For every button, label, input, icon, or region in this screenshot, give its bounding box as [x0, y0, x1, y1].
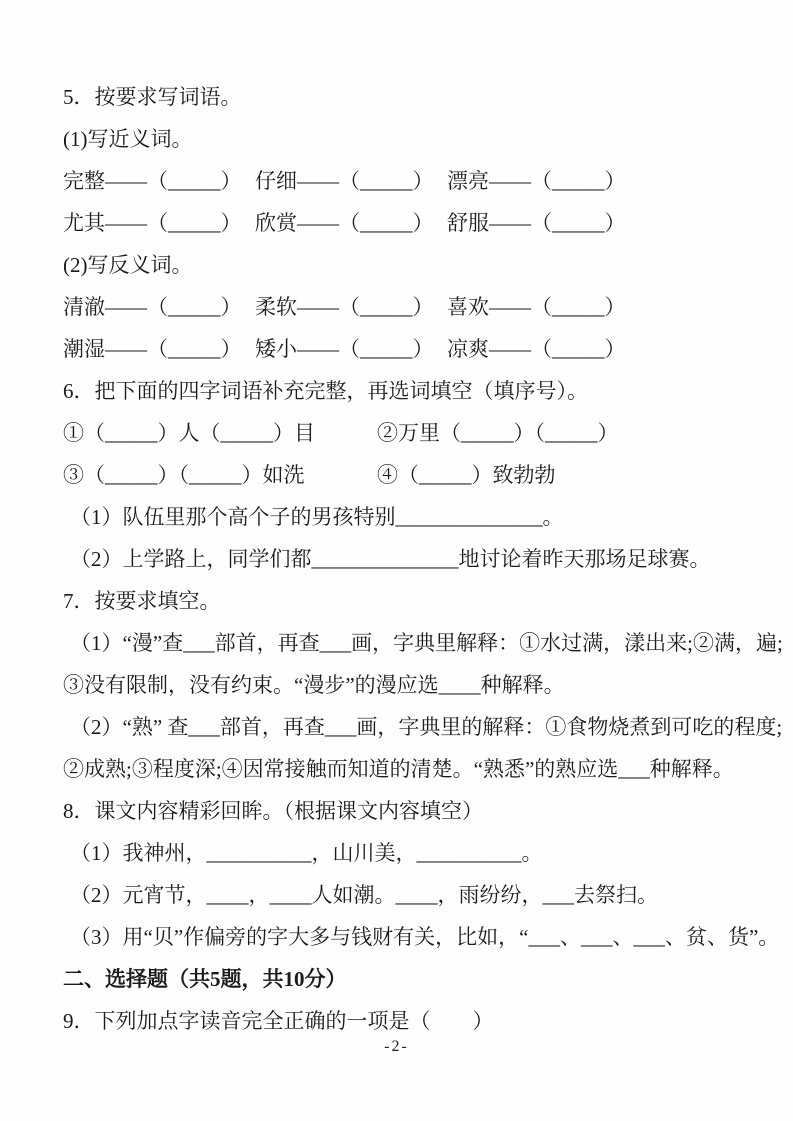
- synonym-pair-blank: 舒服——（_____）: [447, 211, 626, 235]
- q7-part1-line2: ③没有限制，没有约束。“漫步”的漫应选____种解释。: [63, 673, 565, 697]
- q6-idiom-row-1: [63, 412, 773, 454]
- section-2-heading: 二、选择题（共5题，共10分）: [63, 967, 347, 991]
- q5-antonyms-label: (2)写反义词。: [63, 253, 193, 277]
- antonym-pair-blank: 矮小——（_____）: [255, 337, 434, 361]
- q5-synonyms-row-1: [63, 160, 773, 202]
- idiom-blank-item: ④（_____）致勃勃: [377, 463, 556, 487]
- antonym-pair-blank: 凉爽——（_____）: [447, 337, 626, 361]
- question-5-heading: 5．按要求写词语。: [63, 85, 242, 109]
- q5-synonyms-row-2: [63, 202, 773, 244]
- q6-fill-sentence-1: （1）队伍里那个高个子的男孩特别______________。: [70, 505, 564, 529]
- q8-fill-2: （2）元宵节，____，____人如潮。____，雨纷纷，___去祭扫。: [70, 883, 658, 907]
- page-number: -2-: [384, 1038, 409, 1055]
- idiom-blank-item: ①（_____）人（_____）目: [63, 421, 315, 445]
- q5-antonyms-row-1: [63, 286, 773, 328]
- question-9-text: 9．下列加点字读音完全正确的一项是（ ）: [63, 1009, 494, 1033]
- idiom-blank-item: ③（_____）（_____）如洗: [63, 463, 305, 487]
- q7-part2-line1: （2）“熟” 查___部首，再查___画，字典里的解释：①食物烧煮到可吃的程度;: [70, 715, 783, 739]
- q8-fill-3: （3）用“贝”作偏旁的字大多与钱财有关，比如，“___、___、___、贫、货”。: [70, 925, 780, 949]
- synonym-pair-blank: 漂亮——（_____）: [447, 169, 626, 193]
- idiom-blank-item: ②万里（_____）（_____）: [377, 421, 619, 445]
- antonym-pair-blank: 清澈——（_____）: [63, 295, 242, 319]
- synonym-pair-blank: 尤其——（_____）: [63, 211, 242, 235]
- synonym-pair-blank: 欣赏——（_____）: [255, 211, 434, 235]
- question-6-heading: 6．把下面的四字词语补充完整，再选词填空（填序号）。: [63, 379, 588, 403]
- antonym-pair-blank: 柔软——（_____）: [255, 295, 434, 319]
- q6-fill-sentence-2: （2）上学路上，同学们都______________地讨论着昨天那场足球赛。: [70, 547, 711, 571]
- synonym-pair-blank: 完整——（_____）: [63, 169, 242, 193]
- antonym-pair-blank: 潮湿——（_____）: [63, 337, 242, 361]
- q7-part1-line1: （1）“漫”查___部首，再查___画，字典里解释：①水过满，漾出来;②满，遍;: [70, 631, 783, 655]
- q7-part2-line2: ②成熟;③程度深;④因常接触而知道的清楚。“熟悉”的熟应选___种解释。: [63, 757, 734, 781]
- antonym-pair-blank: 喜欢——（_____）: [447, 295, 626, 319]
- synonym-pair-blank: 仔细——（_____）: [255, 169, 434, 193]
- q6-idiom-row-2: [63, 454, 773, 496]
- question-7-heading: 7．按要求填空。: [63, 589, 221, 613]
- question-8-heading: 8．课文内容精彩回眸。（根据课文内容填空）: [63, 799, 483, 823]
- q5-synonyms-label: (1)写近义词。: [63, 127, 193, 151]
- q8-fill-1: （1）我神州，__________，山川美，__________。: [70, 841, 543, 865]
- q5-antonyms-row-2: [63, 328, 773, 370]
